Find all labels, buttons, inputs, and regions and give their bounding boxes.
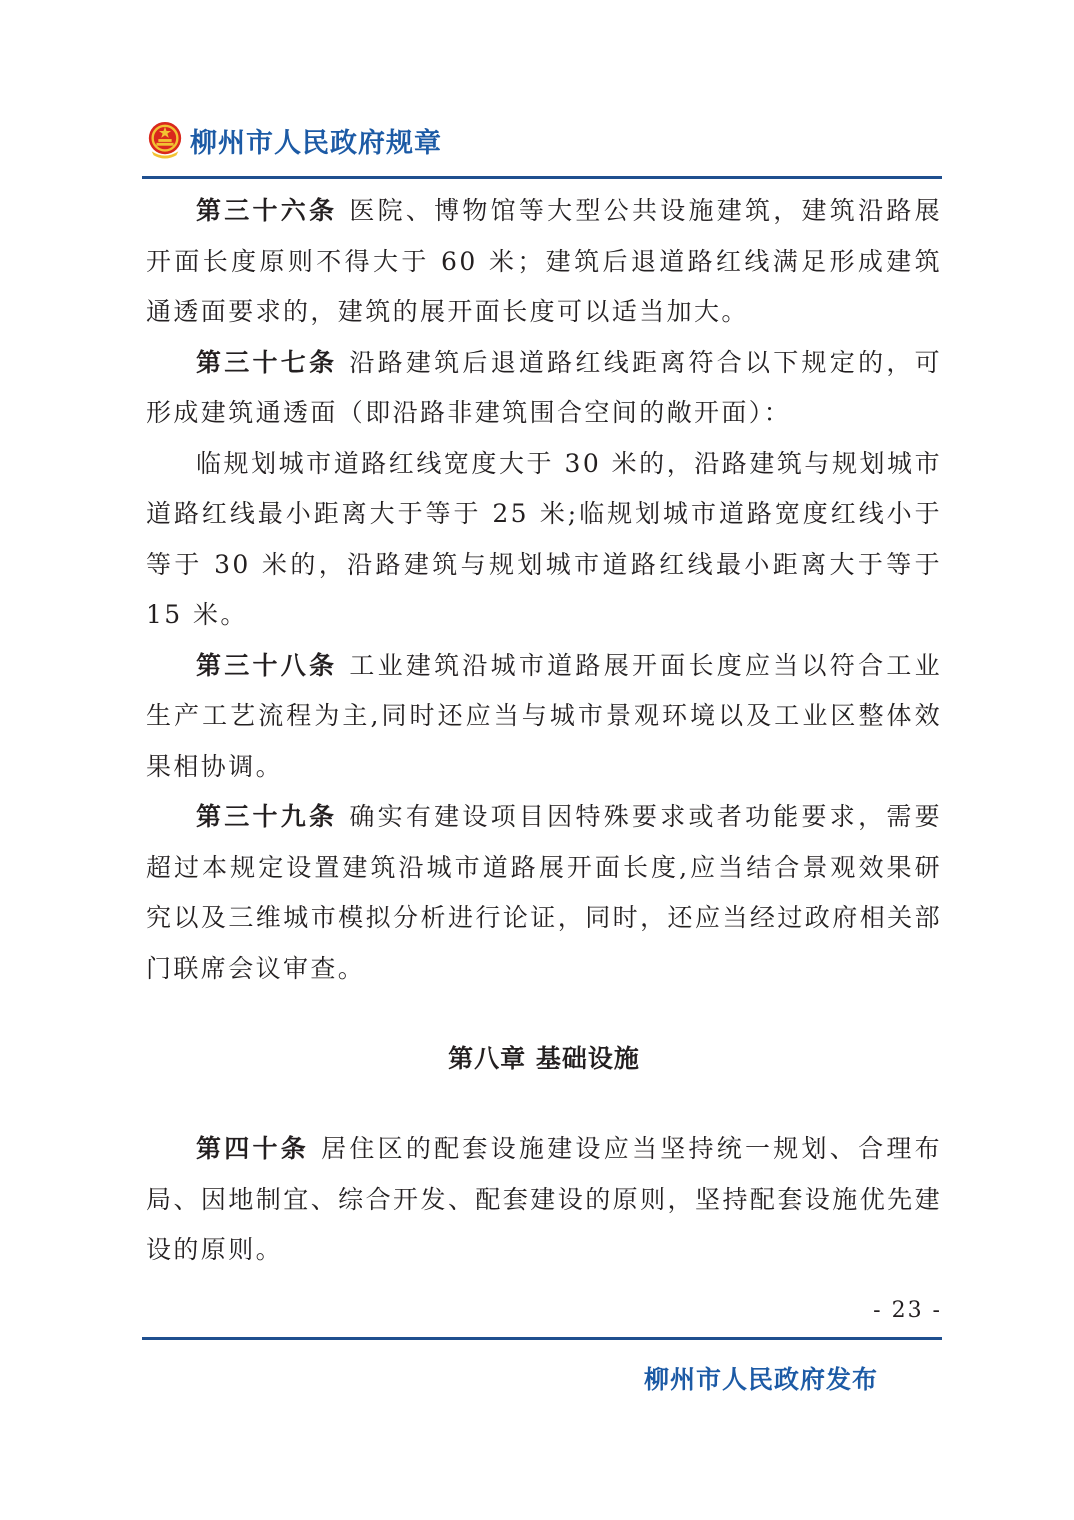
article-label: 第三十七条 [196, 347, 338, 377]
article-text: 确实有建设项目因特殊要求或者功能要求，需要超过本规定设置建筑沿城市道路展开面长度,应当结合景观效果研究以及三维城市模拟分析进行论证，同时，还应当经过政府相关部门联席会议审查。 [146, 802, 942, 983]
header-divider [142, 176, 942, 179]
article-paragraph [146, 338, 942, 439]
national-emblem-icon [146, 120, 184, 160]
page-number: - 23 - [873, 1298, 942, 1323]
article-label: 第四十条 [196, 1134, 310, 1163]
article-label: 第三十六条 [196, 196, 338, 225]
article-label: 第三十九条 [196, 802, 338, 831]
article-text: 医院、博物馆等大型公共设施建筑，建筑沿路展开面长度原则不得大于 60 米；建筑后退道路红线满足形成建筑通透面要求的，建筑的展开面长度可以适当加大。 [146, 196, 942, 326]
article-paragraph [146, 1124, 942, 1276]
article-paragraph [146, 439, 942, 641]
article-paragraph [146, 792, 942, 994]
article-text: 沿路建筑后退道路红线距离符合以下规定的，可形成建筑通透面（即沿路非建筑围合空间的敞开面）： [146, 347, 942, 427]
footer-publisher: 柳州市人民政府发布 [643, 1365, 878, 1394]
header-title: 柳州市人民政府规章 [190, 127, 442, 159]
footer-divider [142, 1337, 942, 1340]
article-text: 工业建筑沿城市道路展开面长度应当以符合工业生产工艺流程为主,同时还应当与城市景观环境以及工业区整体效果相协调。 [146, 650, 942, 781]
chapter-heading: 第八章 基础设施 [448, 1044, 640, 1073]
article-text: 临规划城市道路红线宽度大于 30 米的，沿路建筑与规划城市道路红线最小距离大于等于 25 米;临规划城市道路宽度红线小于等于 30 米的，沿路建筑与规划城市道路红线最小距离大于等于 15 米。 [146, 448, 942, 629]
article-label: 第三十八条 [196, 650, 338, 680]
article-text: 居住区的配套设施建设应当坚持统一规划、合理布局、因地制宜、综合开发、配套建设的原则，坚持配套设施优先建设的原则。 [146, 1134, 942, 1264]
article-paragraph [146, 641, 942, 793]
article-paragraph [146, 186, 942, 338]
document-body [146, 186, 942, 1276]
page-header [146, 118, 442, 162]
